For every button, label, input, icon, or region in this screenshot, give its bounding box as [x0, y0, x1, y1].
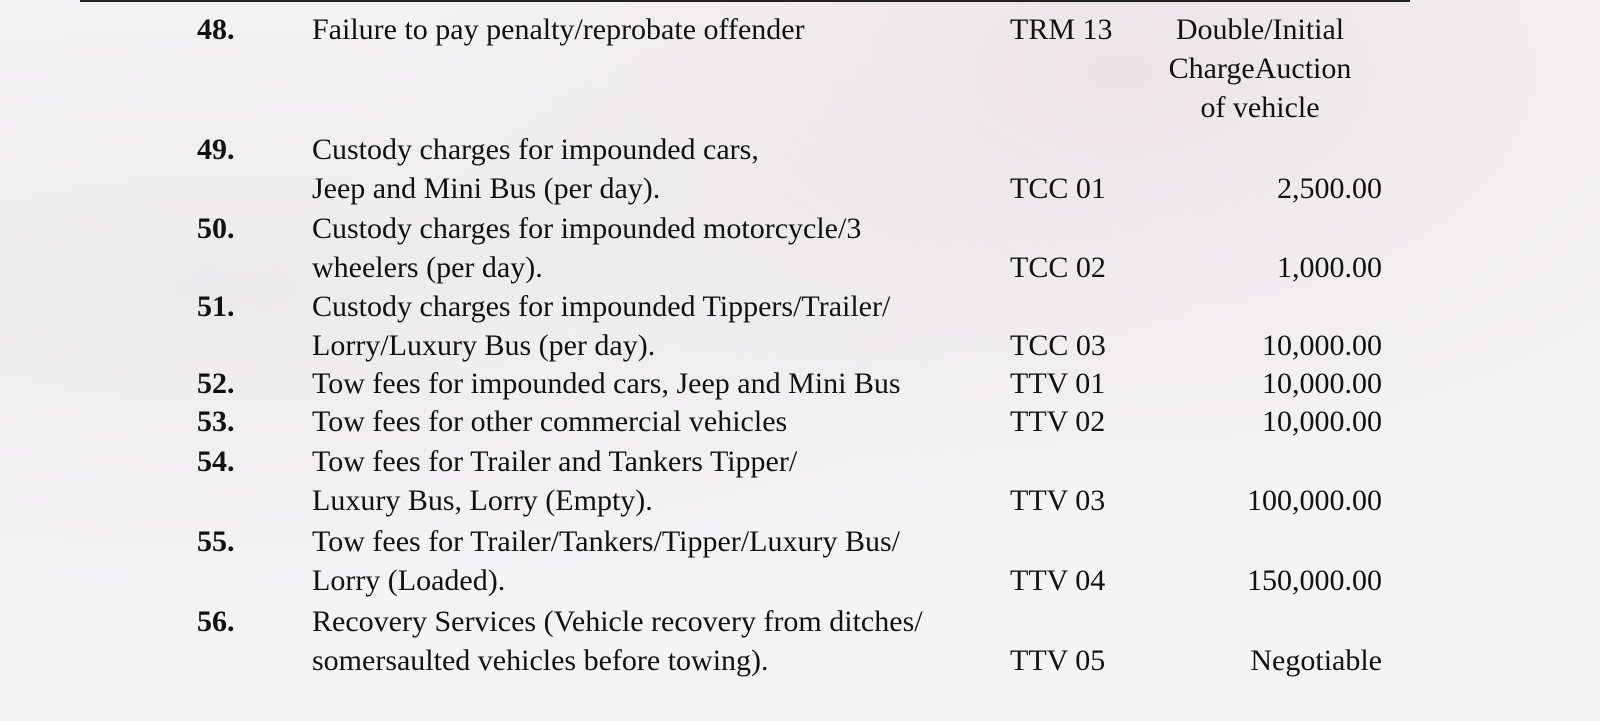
item-amount: 10,000.00 — [1262, 329, 1382, 362]
top-rule — [80, 0, 1410, 2]
item-description — [312, 602, 1002, 680]
item-amount: Negotiable — [1250, 644, 1382, 677]
item-code: TTV 01 — [1010, 367, 1106, 400]
item-number: 48. — [197, 13, 235, 46]
description-line: Lorry (Loaded). — [312, 564, 506, 597]
item-amount: 100,000.00 — [1247, 484, 1382, 517]
amount-line: Double/Initial — [1175, 13, 1345, 46]
item-number: 49. — [197, 133, 235, 166]
description-line: Recovery Services (Vehicle recovery from ditches/ — [312, 605, 923, 638]
description-line: Lorry/Luxury Bus (per day). — [312, 329, 656, 362]
item-amount: 2,500.00 — [1277, 172, 1382, 205]
item-number: 51. — [197, 290, 235, 323]
item-code: TTV 02 — [1010, 405, 1106, 438]
item-amount: 10,000.00 — [1262, 367, 1382, 400]
item-number: 53. — [197, 405, 235, 438]
item-code: TCC 01 — [1010, 172, 1106, 205]
item-code: TCC 03 — [1010, 329, 1106, 362]
description-line: Tow fees for other commercial vehicles — [312, 405, 788, 438]
item-description — [312, 209, 1002, 287]
item-amount — [1150, 10, 1370, 127]
description-line: Tow fees for Trailer/Tankers/Tipper/Luxury Bus/ — [312, 525, 900, 558]
description-line: Custody charges for impounded Tippers/Trailer/ — [312, 290, 891, 323]
item-description — [312, 442, 1002, 520]
item-code: TTV 04 — [1010, 564, 1106, 597]
item-description — [312, 402, 1002, 441]
description-line: Tow fees for impounded cars, Jeep and Mini Bus — [312, 367, 901, 400]
item-number: 54. — [197, 445, 235, 478]
item-description — [312, 522, 1002, 600]
description-line: Failure to pay penalty/reprobate offender — [312, 13, 805, 46]
item-code: TCC 02 — [1010, 251, 1106, 284]
amount-line: ChargeAuction — [1168, 52, 1352, 85]
amount-line: of vehicle — [1200, 91, 1320, 124]
item-number: 55. — [197, 525, 235, 558]
item-code: TTV 03 — [1010, 484, 1106, 517]
item-amount: 1,000.00 — [1277, 251, 1382, 284]
item-description — [312, 130, 1002, 208]
description-line: Tow fees for Trailer and Tankers Tipper/ — [312, 445, 798, 478]
description-line: Jeep and Mini Bus (per day). — [312, 172, 661, 205]
item-number: 50. — [197, 212, 235, 245]
item-description — [312, 10, 1002, 49]
description-line: Luxury Bus, Lorry (Empty). — [312, 484, 653, 517]
description-line: Custody charges for impounded cars, — [312, 133, 759, 166]
item-number: 52. — [197, 367, 235, 400]
description-line: Custody charges for impounded motorcycle/3 — [312, 212, 862, 245]
item-code: TTV 05 — [1010, 644, 1106, 677]
item-description — [312, 364, 1002, 403]
item-amount: 150,000.00 — [1247, 564, 1382, 597]
item-number: 56. — [197, 605, 235, 638]
description-line: somersaulted vehicles before towing). — [312, 644, 769, 677]
item-description — [312, 287, 1002, 365]
description-line: wheelers (per day). — [312, 251, 543, 284]
item-code: TRM 13 — [1010, 13, 1113, 46]
item-amount: 10,000.00 — [1262, 405, 1382, 438]
